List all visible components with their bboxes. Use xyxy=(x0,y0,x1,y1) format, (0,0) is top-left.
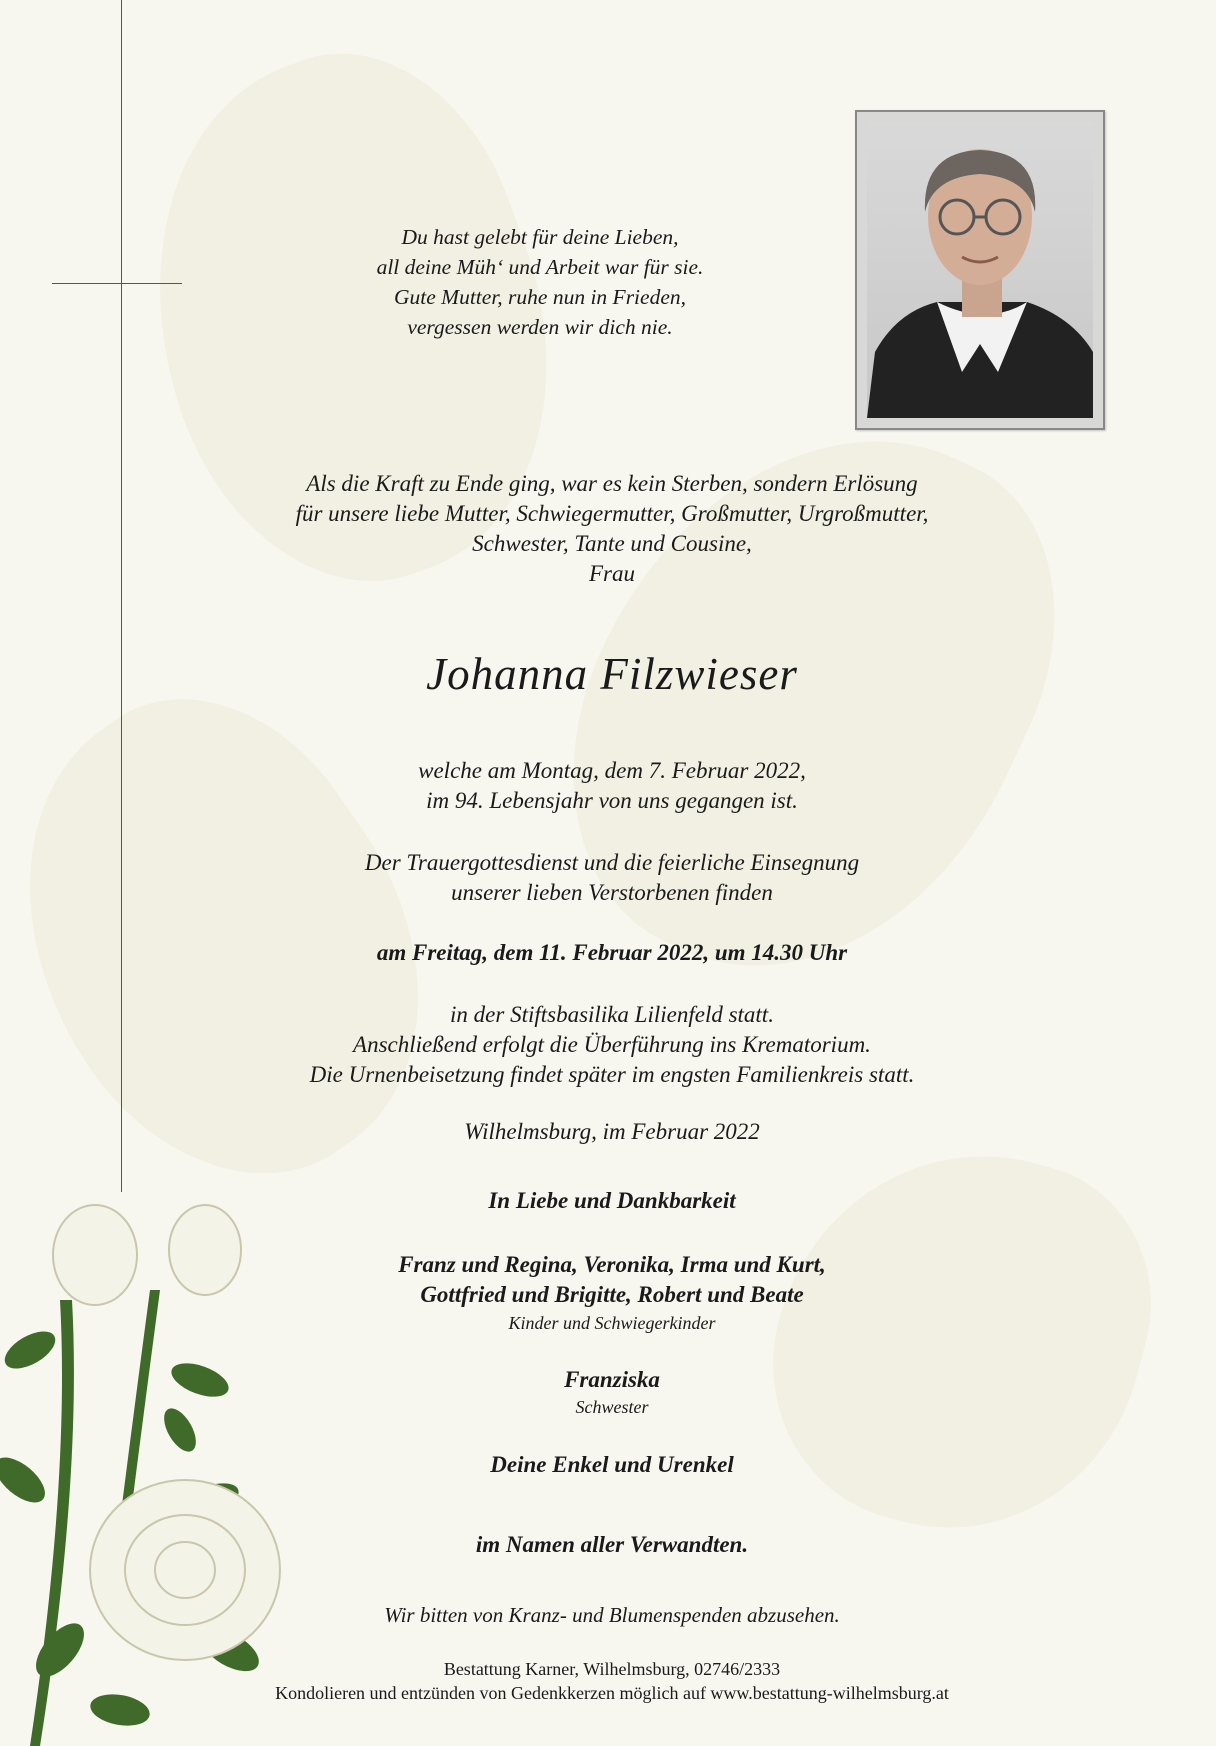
donation-request: Wir bitten von Kranz- und Blumenspenden abzusehen. xyxy=(384,1603,840,1627)
children-line: Gottfried und Brigitte, Robert und Beate xyxy=(420,1282,804,1307)
poem-line: all deine Müh‘ und Arbeit war für sie. xyxy=(376,255,704,279)
service-intro-line: unserer lieben Verstorbenen finden xyxy=(451,880,773,905)
portrait-illustration xyxy=(867,122,1093,418)
service-intro xyxy=(0,848,1216,908)
death-notice xyxy=(0,756,1216,816)
portrait-photo xyxy=(855,110,1105,430)
poem xyxy=(230,222,850,342)
service-date: am Freitag, dem 11. Februar 2022, um 14.30 Uhr xyxy=(376,940,848,965)
service-intro-line: Der Trauergottesdienst und die feierliche Einsegnung xyxy=(364,850,860,875)
place-date: Wilhelmsburg, im Februar 2022 xyxy=(464,1119,760,1144)
intro-line: für unsere liebe Mutter, Schwiegermutter, Großmutter, Urgroßmutter, xyxy=(295,501,929,526)
death-line: im 94. Lebensjahr von uns gegangen ist. xyxy=(426,788,798,813)
poem-line: Du hast gelebt für deine Lieben, xyxy=(401,225,679,249)
children-line: Franz und Regina, Veronika, Irma und Kurt, xyxy=(398,1252,826,1277)
footer-undertaker: Bestattung Karner, Wilhelmsburg, 02746/2333 xyxy=(443,1659,781,1679)
cross-horizontal xyxy=(52,283,182,284)
death-line: welche am Montag, dem 7. Februar 2022, xyxy=(418,758,806,783)
relatives: im Namen aller Verwandten. xyxy=(475,1532,749,1557)
intro xyxy=(0,469,1216,589)
poem-line: vergessen werden wir dich nie. xyxy=(407,315,673,339)
children-role: Kinder und Schwiegerkinder xyxy=(508,1313,716,1333)
service-place xyxy=(0,1000,1216,1090)
service-place-line: Die Urnenbeisetzung findet später im engsten Familienkreis statt. xyxy=(309,1062,915,1087)
portrait-image xyxy=(867,122,1093,418)
deceased-name: Johanna Filzwieser xyxy=(426,649,798,699)
service-place-line: Anschließend erfolgt die Überführung ins Krematorium. xyxy=(353,1032,871,1057)
poem-line: Gute Mutter, ruhe nun in Frieden, xyxy=(394,285,686,309)
sibling-name: Franziska xyxy=(564,1367,660,1392)
intro-line: Schwester, Tante und Cousine, xyxy=(472,531,752,556)
background-leaf xyxy=(737,1110,1183,1570)
sibling-role: Schwester xyxy=(575,1397,649,1417)
intro-line: Frau xyxy=(589,561,635,586)
intro-line: Als die Kraft zu Ende ging, war es kein Sterben, sondern Erlösung xyxy=(306,471,918,496)
service-place-line: in der Stiftsbasilika Lilienfeld statt. xyxy=(450,1002,774,1027)
mourners-heading: In Liebe und Dankbarkeit xyxy=(488,1188,736,1213)
grandchildren: Deine Enkel und Urenkel xyxy=(490,1452,734,1477)
footer-condolence: Kondolieren und entzünden von Gedenkkerzen möglich auf www.bestattung-wilhelmsburg.at xyxy=(275,1683,949,1703)
